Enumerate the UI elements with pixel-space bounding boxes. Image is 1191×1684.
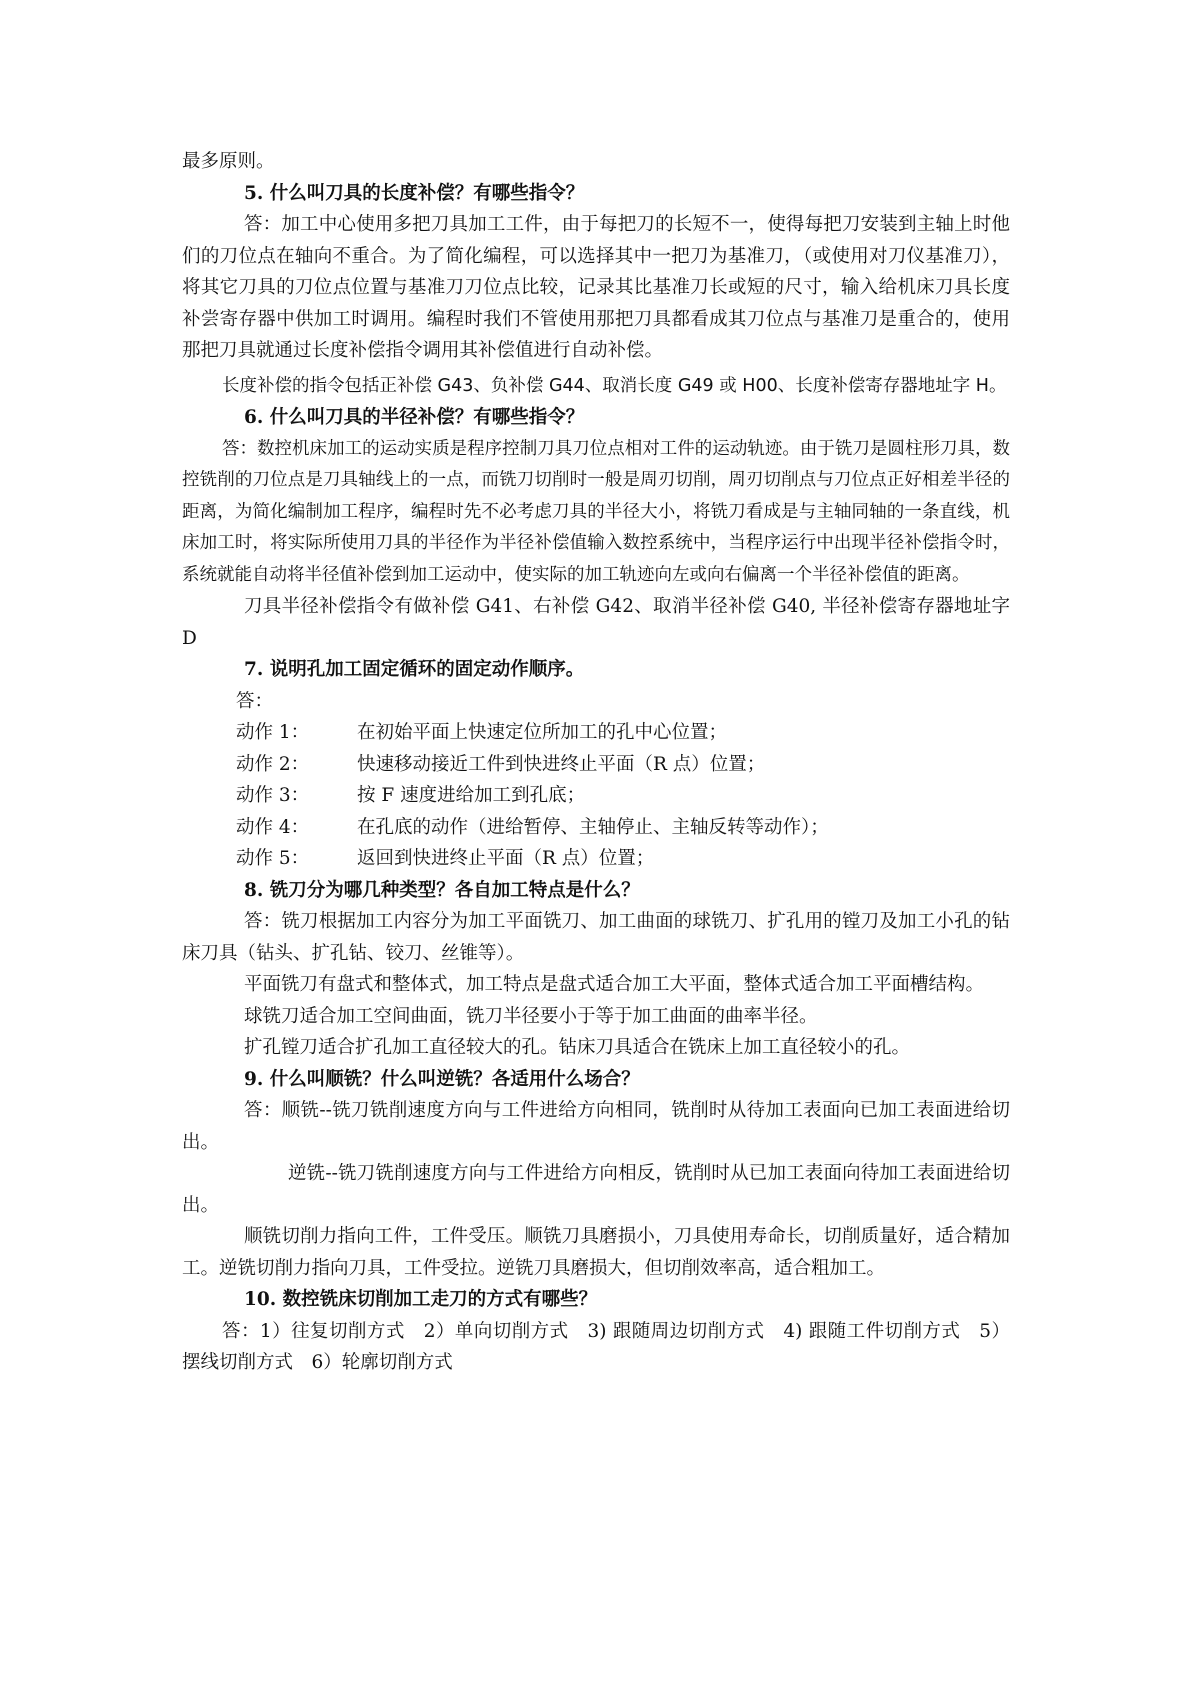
answer-9-climb-milling-paragraph: 答：顺铣--铣刀铣削速度方向与工件进给方向相同，铣削时从待加工表面向已加工表面进给切出。 [182,1100,1010,1153]
answer-8-boring-cutter-paragraph: 扩孔镗刀适合扩孔加工直径较大的孔。钻床刀具适合在铣床上加工直径较小的孔。 [244,1037,911,1058]
answer-8-ball-cutter-paragraph: 球铣刀适合加工空间曲面，铣刀半径要小于等于加工曲面的曲率半径。 [244,1005,818,1027]
document-body [182,146,1010,1379]
answer-6-commands-paragraph: 刀具半径补偿指令有做补偿 G41、右补偿 G42、取消半径补偿 G40, 半径补偿寄存器地址字 D [182,596,1010,649]
paragraph-continuation: 最多原则。 [182,151,275,172]
action-step [182,717,1010,749]
answer-5-commands-paragraph: 长度补偿的指令包括正补偿 G43、负补偿 G44、取消长度 G49 或 H00、长度补偿寄存器地址字 H。 [222,375,1007,396]
action-step-label: 动作 1： [236,722,310,743]
action-step [182,843,1010,875]
action-step-label: 动作 4： [236,816,310,838]
answer-8-paragraph: 答：铣刀根据加工内容分为加工平面铣刀、加工曲面的球铣刀、扩孔用的镗刀及加工小孔的钻床刀具（钻头、扩孔钻、铰刀、丝锥等）。 [182,911,1010,964]
answer-9-conventional-milling-paragraph: 逆铣--铣刀铣削速度方向与工件进给方向相反，铣削时从已加工表面向待加工表面进给切出。 [182,1163,1010,1216]
answer-10-paragraph: 答：1）往复切削方式 2）单向切削方式 3) 跟随周边切削方式 4) 跟随工件切削方式 5）摆线切削方式 6）轮廓切削方式 [182,1320,1010,1373]
action-step-text: 在孔底的动作（进给暂停、主轴停止、主轴反转等动作）； [357,816,829,838]
question-7-heading: 7. 说明孔加工固定循环的固定动作顺序。 [244,659,585,680]
action-step-label: 动作 5： [236,848,310,869]
question-5-heading: 5. 什么叫刀具的长度补偿？有哪些指令？ [244,182,585,204]
action-step-text: 快速移动接近工件到快进终止平面（R 点）位置； [357,753,766,775]
answer-8-flat-cutter-paragraph: 平面铣刀有盘式和整体式，加工特点是盘式适合加工大平面，整体式适合加工平面槽结构。 [244,974,985,995]
action-step-label: 动作 2： [236,753,310,775]
question-9-heading: 9. 什么叫顺铣？什么叫逆铣？各适用什么场合？ [244,1068,640,1090]
question-10-heading: 10. 数控铣床切削加工走刀的方式有哪些？ [244,1289,598,1310]
answer-5-paragraph: 答：加工中心使用多把刀具加工工件，由于每把刀的长短不一，使得每把刀安装到主轴上时他们的刀位点在轴向不重合。为了简化编程，可以选择其中一把刀为基准刀，（或使用对刀仪基准刀），将其它刀具的刀位点位置与基准刀刀位点比较，记录其比基准刀长或短的尺寸，输入给机床刀具长度补尝寄存器中供加工时调用。编程时我们不管使用那把刀具都看成其刀位点与基准刀是重合的，使用那把刀具就通过长度补偿指令调用其补偿值进行自动补偿。 [182,214,1010,361]
question-6-heading: 6. 什么叫刀具的半径补偿？有哪些指令？ [244,407,585,428]
action-step [182,749,1010,781]
question-8-heading: 8. 铣刀分为哪几种类型？各自加工特点是什么？ [244,879,640,901]
action-step [182,812,1010,844]
action-step-text: 返回到快进终止平面（R 点）位置； [357,848,655,869]
action-step-text: 按 F 速度进给加工到孔底； [357,785,586,806]
answer-6-paragraph: 答：数控机床加工的运动实质是程序控制刀具刀位点相对工件的运动轨迹。由于铣刀是圆柱形刀具，数控铣削的刀位点是刀具轴线上的一点，而铣刀切削时一般是周刃切削，周刃切削点与刀位点正好相差半径的距离，为简化编制加工程序，编程时先不必考虑刀具的半径大小，将铣刀看成是与主轴同轴的一条直线，机床加工时，将实际所使用刀具的半径作为半径补偿值输入数控系统中，当程序运行中出现半径补偿指令时，系统就能自动将半径值补偿到加工运动中，使实际的加工轨迹向左或向右偏离一个半径补偿值的距离。 [182,438,1010,585]
action-step-label: 动作 3： [236,785,310,806]
answer-9-comparison-paragraph: 顺铣切削力指向工件，工件受压。顺铣刀具磨损小，刀具使用寿命长，切削质量好，适合精加工。逆铣切削力指向刀具，工件受拉。逆铣刀具磨损大，但切削效率高，适合粗加工。 [182,1226,1010,1279]
action-step [182,780,1010,812]
answer-7-intro: 答： [236,690,274,712]
action-step-text: 在初始平面上快速定位所加工的孔中心位置； [357,722,728,743]
